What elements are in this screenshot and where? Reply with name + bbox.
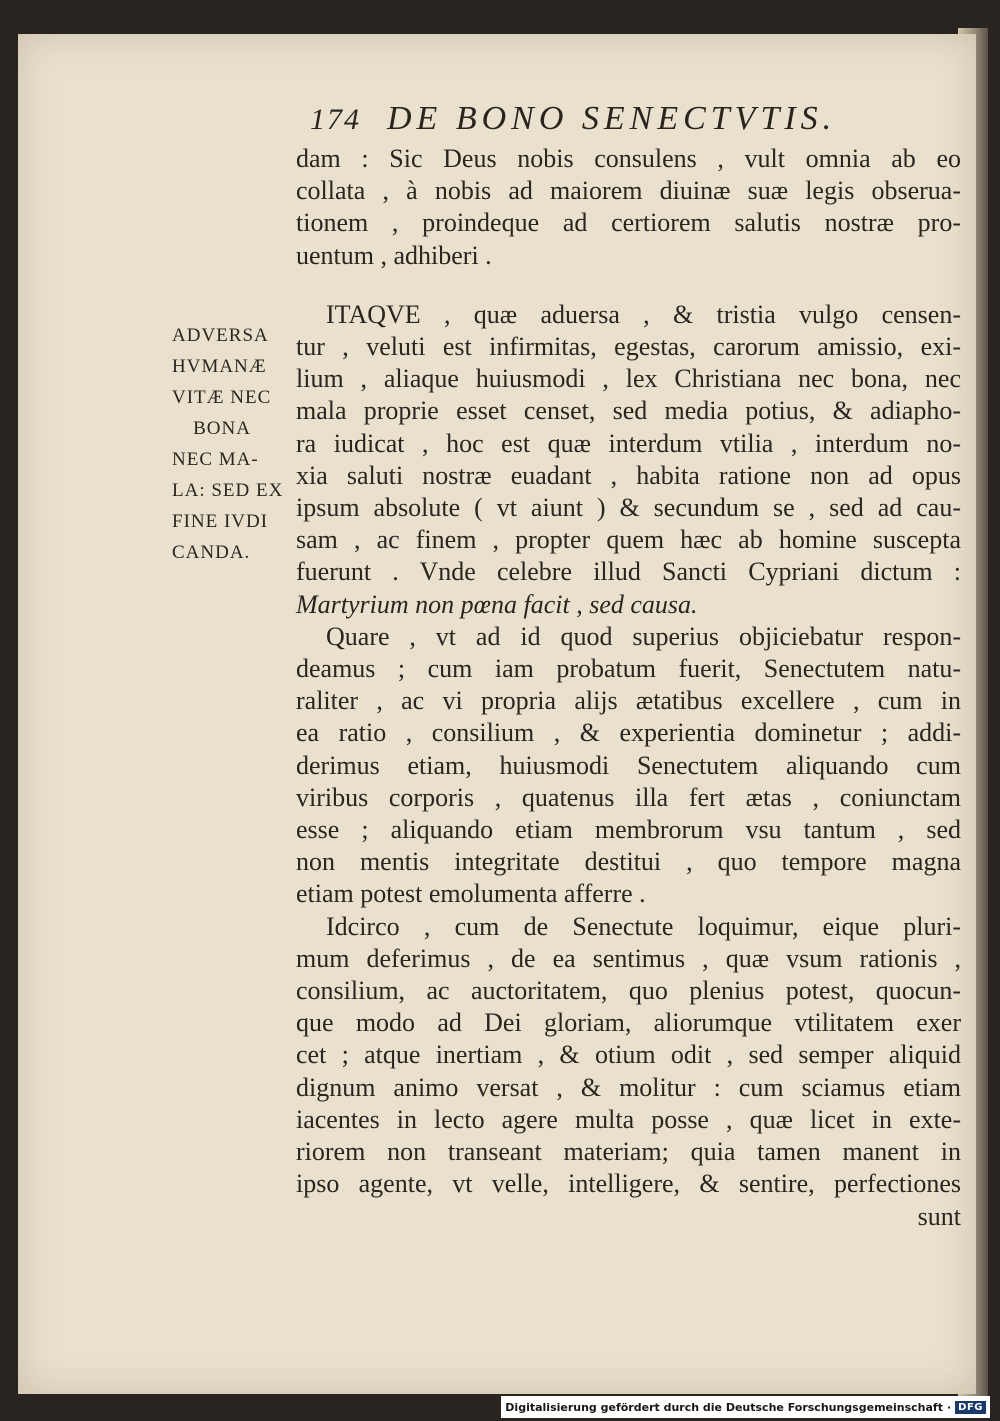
marginal-note-line: NEC MA- xyxy=(172,449,259,470)
text-line: mum deferimus , de ea sentimus , quæ vsum rationis , xyxy=(296,943,961,973)
paragraph xyxy=(296,911,961,1201)
text-line: iacentes in lecto agere multa posse , quæ licet in exte- xyxy=(296,1104,961,1134)
marginal-note-line: HVMANÆ xyxy=(172,356,267,377)
marginal-note-line: BONA xyxy=(193,418,251,439)
marginal-note-line: FINE IVDI xyxy=(172,511,269,532)
text-line: mala proprie esset censet, sed media potius, & adiapho- xyxy=(296,396,961,426)
text-line: ipsum absolute ( vt aiunt ) & secundum se , sed ad cau- xyxy=(296,493,961,523)
text-line: lium , aliaque huiusmodi , lex Christiana nec bona, nec xyxy=(296,364,961,394)
running-head: DE BONO SENECTVTIS. xyxy=(387,100,837,137)
text-line: Idcirco , cum de Senectute loquimur, eique pluri- xyxy=(326,911,961,941)
text-line: ea ratio , consilium , & experientia dominetur ; addi- xyxy=(296,718,961,748)
marginal-note-line: LA: SED EX xyxy=(172,480,284,501)
text-line: ipso agente, vt velle, intelligere, & sentire, perfectiones xyxy=(296,1169,961,1199)
text-line: sam , ac finem , propter quem hæc ab homine suscepta xyxy=(296,525,961,555)
page-header xyxy=(310,100,910,138)
text-line: derimus etiam, huiusmodi Senectutem aliquando cum xyxy=(296,750,961,780)
paragraph xyxy=(296,621,961,911)
catchword: sunt xyxy=(917,1201,961,1231)
page-number: 174 xyxy=(310,103,361,136)
text-line: Quare , vt ad id quod superius objiciebatur respon- xyxy=(326,621,961,651)
text-line: riorem non transeant materiam; quia tamen manent in xyxy=(296,1137,961,1167)
paragraph xyxy=(296,299,961,621)
text-line: ITAQVE , quæ aduersa , & tristia vulgo censen- xyxy=(326,299,961,329)
text-line: xia saluti nostræ euadant , habita ratione non ad opus xyxy=(296,460,961,490)
marginal-note-line: CANDA. xyxy=(172,542,251,563)
text-line: raliter , ac vi propria alijs ætatibus excellere , cum in xyxy=(296,686,961,716)
text-line: ra iudicat , hoc est quæ interdum vtilia , interdum no- xyxy=(296,428,961,458)
text-line: dignum animo versat , & molitur : cum sciamus etiam xyxy=(296,1072,961,1102)
text-line: fuerunt . Vnde celebre illud Sancti Cypriani dictum : xyxy=(296,557,961,587)
separator: · xyxy=(946,1400,952,1414)
text-line: non mentis integritate destitui , quo tempore magna xyxy=(296,847,961,877)
text-line: tur , veluti est infirmitas, egestas, carorum amissio, exi- xyxy=(296,332,961,362)
dfg-logo-icon: DFG xyxy=(955,1401,986,1414)
marginal-note-line: VITÆ NEC xyxy=(172,387,272,408)
body-text xyxy=(296,143,961,1233)
text-line: que modo ad Dei gloriam, aliorumque vtilitatem exer xyxy=(296,1008,961,1038)
marginal-note xyxy=(172,320,294,568)
credit-text: Digitalisierung gefördert durch die Deutsche Forschungsgemeinschaft xyxy=(505,1400,943,1414)
quotation-line: Martyrium non pœna facit , sed causa. xyxy=(296,589,698,619)
text-line: consilium, ac auctoritatem, quo plenius potest, quocun- xyxy=(296,976,961,1006)
text-line: etiam potest emolumenta afferre . xyxy=(296,879,646,909)
text-line: dam : Sic Deus nobis consulens , vult omnia ab eo xyxy=(296,144,961,173)
marginal-note-line: ADVERSA xyxy=(172,325,269,346)
paragraph xyxy=(296,143,961,272)
text-line: deamus ; cum iam probatum fuerit, Senectutem natu- xyxy=(296,654,961,684)
text-line: viribus corporis , quatenus illa fert ætas , coniunctam xyxy=(296,782,961,812)
text-line: tionem , proindeque ad certiorem salutis nostræ pro- xyxy=(296,208,961,238)
text-line: esse ; aliquando etiam membrorum vsu tantum , sed xyxy=(296,815,961,845)
text-line: cet ; atque inertiam , & otium odit , sed semper aliquid xyxy=(296,1040,961,1070)
digitization-credit xyxy=(501,1396,990,1418)
text-line: collata , à nobis ad maiorem diuinæ suæ legis obserua- xyxy=(296,176,961,206)
text-line: uentum , adhiberi . xyxy=(296,240,492,270)
